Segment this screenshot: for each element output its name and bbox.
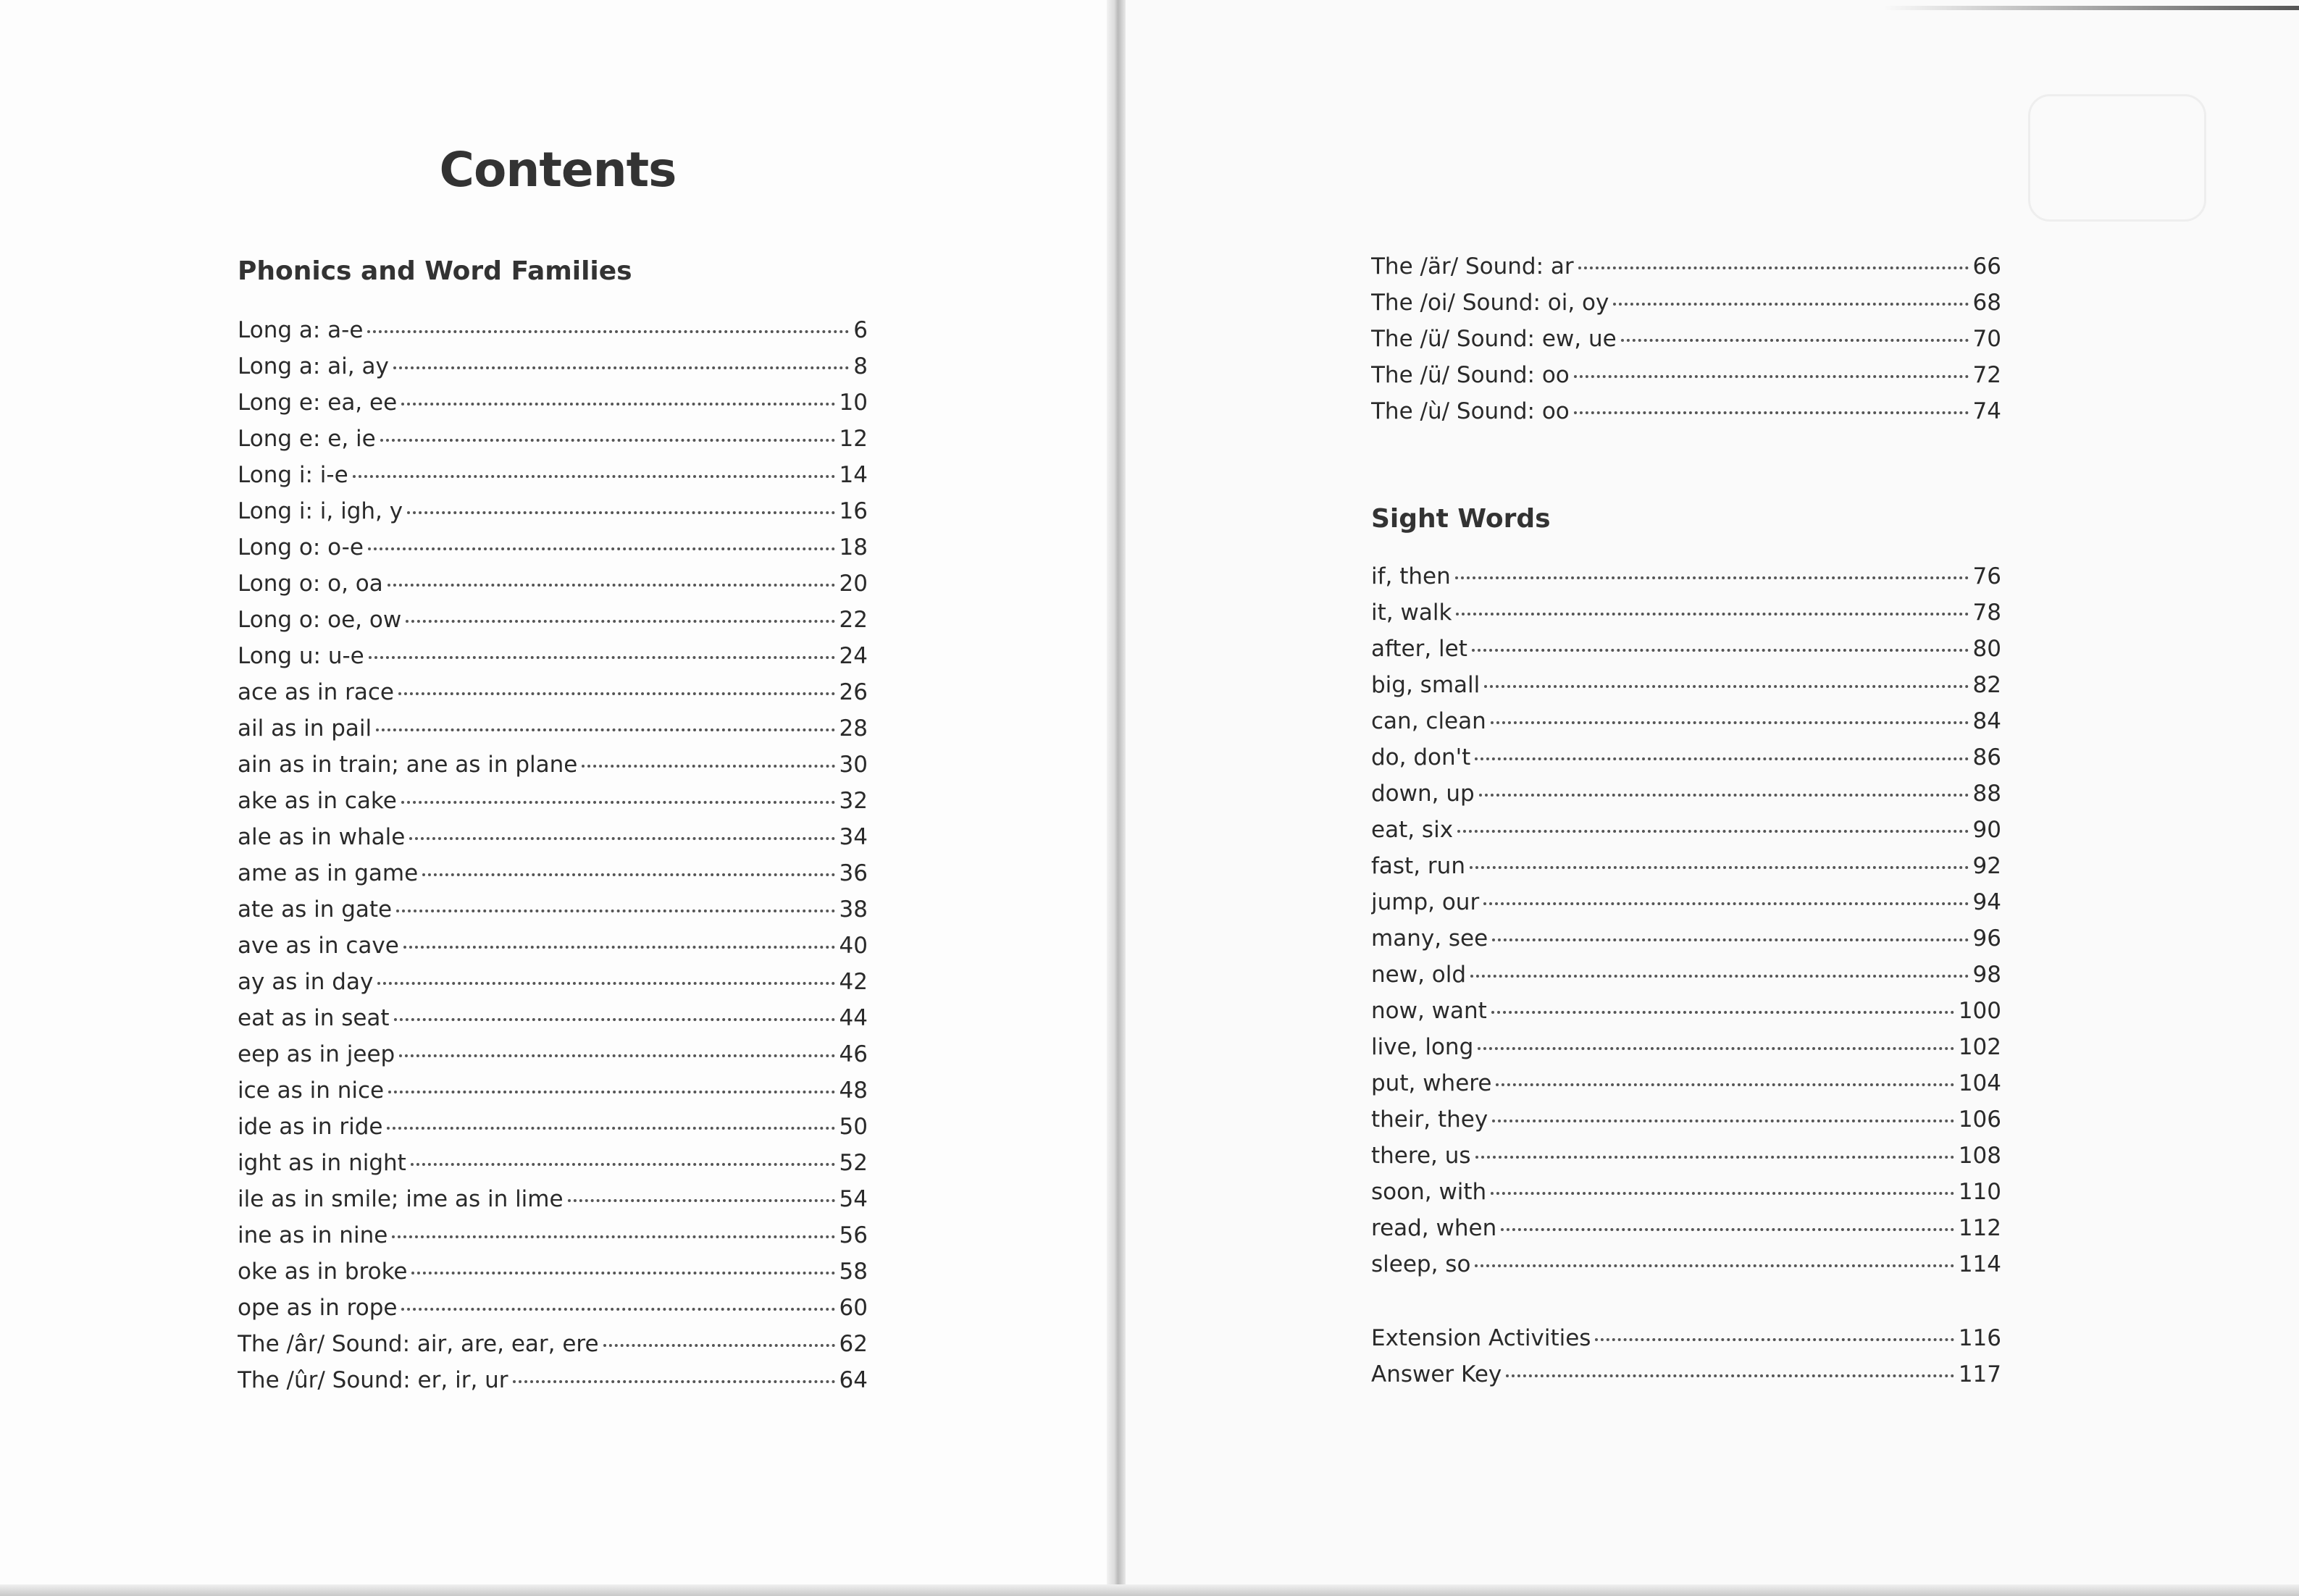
toc-entry-label: ine as in nine (238, 1222, 388, 1248)
toc-entry-page-number: 34 (839, 824, 868, 850)
toc-entry-page-number: 117 (1958, 1361, 2001, 1387)
dot-leader (1595, 1338, 1953, 1341)
toc-entry-page-number: 62 (839, 1331, 868, 1357)
dot-leader (1478, 1047, 1954, 1050)
toc-entry-label: ave as in cave (238, 933, 399, 959)
toc-entry (238, 933, 868, 969)
toc-entry-page-number: 88 (1972, 781, 2001, 807)
toc-entry-page-number: 6 (853, 317, 868, 343)
toc-entry-label: Long i: i, igh, y (238, 498, 403, 524)
toc-entry (1371, 781, 2001, 817)
toc-list-sight-words (1371, 563, 2001, 1288)
toc-entry-page-number: 84 (1972, 708, 2001, 734)
toc-entry (238, 969, 868, 1005)
toc-entry (238, 1259, 868, 1295)
toc-entry-label: Answer Key (1371, 1361, 1502, 1387)
toc-entry-label: do, don't (1371, 744, 1471, 770)
toc-entry (1371, 744, 2001, 781)
dot-leader (368, 547, 835, 550)
dot-leader (401, 801, 835, 804)
toc-entry-label: ate as in gate (238, 896, 393, 923)
toc-entry-label: now, want (1371, 998, 1487, 1024)
toc-entry (238, 1331, 868, 1367)
toc-entry-label: Long e: e, ie (238, 426, 376, 452)
dot-leader (1484, 685, 1968, 688)
toc-entry-page-number: 116 (1958, 1325, 2001, 1351)
dot-leader (603, 1344, 835, 1347)
toc-entry (238, 1367, 868, 1403)
dot-leader (399, 1054, 834, 1057)
toc-entry-label: ay as in day (238, 969, 374, 995)
dot-leader (394, 1018, 835, 1021)
dot-leader (407, 511, 834, 514)
toc-entry-page-number: 96 (1972, 925, 2001, 952)
dot-leader (422, 873, 834, 876)
dot-leader (1470, 866, 1969, 869)
toc-entry (238, 788, 868, 824)
toc-entry-label: it, walk (1371, 600, 1452, 626)
dot-leader (1479, 794, 1969, 797)
dot-leader (1475, 1264, 1953, 1267)
toc-entry-page-number: 38 (839, 896, 868, 923)
toc-entry-label: Extension Activities (1371, 1325, 1591, 1351)
toc-entry-page-number: 36 (839, 860, 868, 886)
dot-leader (1574, 375, 1969, 378)
toc-entry-label: ake as in cake (238, 788, 397, 814)
toc-entry-label: The /âr/ Sound: air, are, ear, ere (238, 1331, 599, 1357)
toc-entry (238, 1005, 868, 1041)
toc-entry-page-number: 98 (1972, 962, 2001, 988)
toc-entry (1371, 1070, 2001, 1106)
dot-leader (1455, 576, 1969, 579)
dot-leader (1472, 649, 1969, 652)
dot-leader (1483, 902, 1968, 905)
toc-entry-label: can, clean (1371, 708, 1486, 734)
toc-entry-page-number: 18 (839, 534, 868, 560)
toc-entry-page-number: 104 (1958, 1070, 2001, 1096)
toc-entry-page-number: 114 (1958, 1251, 2001, 1277)
toc-entry (238, 353, 868, 390)
dot-leader (582, 765, 834, 768)
toc-entry-label: Long a: ai, ay (238, 353, 389, 379)
toc-entry-page-number: 58 (839, 1259, 868, 1285)
dot-leader (403, 946, 835, 949)
toc-entry (1371, 708, 2001, 744)
toc-entry (1371, 962, 2001, 998)
toc-entry-page-number: 60 (839, 1295, 868, 1321)
toc-list-phonics (238, 317, 868, 1403)
toc-entry (1371, 253, 2001, 290)
dot-leader (1491, 721, 1969, 724)
toc-entry-label: ail as in pail (238, 715, 372, 742)
toc-entry (238, 679, 868, 715)
toc-entry (1371, 998, 2001, 1034)
toc-entry-page-number: 40 (839, 933, 868, 959)
toc-entry-label: new, old (1371, 962, 1467, 988)
toc-entry-label: ame as in game (238, 860, 419, 886)
toc-entry-page-number: 80 (1972, 636, 2001, 662)
toc-entry (1371, 600, 2001, 636)
toc-entry-page-number: 50 (839, 1114, 868, 1140)
toc-entry-page-number: 22 (839, 607, 868, 633)
toc-entry (238, 752, 868, 788)
dot-leader (369, 656, 835, 659)
toc-entry-page-number: 110 (1958, 1179, 2001, 1205)
dot-leader (411, 1272, 834, 1274)
toc-entry (238, 1222, 868, 1259)
dot-leader (1578, 266, 1969, 269)
toc-entry-label: oke as in broke (238, 1259, 408, 1285)
toc-entry-label: The /oi/ Sound: oi, oy (1371, 290, 1609, 316)
toc-entry-label: jump, our (1371, 889, 1480, 915)
toc-entry (1371, 290, 2001, 326)
page-bottom-edge (0, 1584, 2299, 1596)
dot-leader (401, 403, 834, 406)
toc-entry-page-number: 112 (1958, 1215, 2001, 1241)
toc-entry-label: ale as in whale (238, 824, 406, 850)
toc-entry (1371, 1325, 2001, 1361)
toc-entry-page-number: 86 (1972, 744, 2001, 770)
page-title: Contents (439, 142, 677, 198)
dot-leader (388, 1091, 834, 1093)
toc-entry-label: The /ù/ Sound: oo (1371, 398, 1570, 424)
toc-entry-label: The /är/ Sound: ar (1371, 253, 1574, 280)
toc-entry (238, 1150, 868, 1186)
toc-entry-label: big, small (1371, 672, 1481, 698)
toc-list-phonics-continued (1371, 253, 2001, 434)
dot-leader (388, 584, 835, 587)
toc-entry-page-number: 76 (1972, 563, 2001, 589)
dot-leader (1470, 975, 1969, 978)
toc-entry-label: soon, with (1371, 1179, 1487, 1205)
toc-entry-label: eat, six (1371, 817, 1454, 843)
toc-entry-page-number: 108 (1958, 1143, 2001, 1169)
dot-leader (380, 439, 835, 442)
dot-leader (409, 837, 834, 840)
toc-entry-page-number: 92 (1972, 853, 2001, 879)
dot-leader (411, 1163, 835, 1166)
toc-entry-label: after, let (1371, 636, 1467, 662)
toc-entry (238, 715, 868, 752)
toc-entry (238, 571, 868, 607)
dot-leader (1492, 1120, 1954, 1122)
dot-leader (393, 366, 849, 369)
toc-entry-page-number: 74 (1972, 398, 2001, 424)
toc-entry-page-number: 42 (839, 969, 868, 995)
toc-entry-page-number: 54 (839, 1186, 868, 1212)
toc-entry-label: put, where (1371, 1070, 1492, 1096)
toc-entry-page-number: 100 (1958, 998, 2001, 1024)
toc-entry-label: ight as in night (238, 1150, 406, 1176)
show-through-mark (2028, 94, 2206, 222)
dot-leader (401, 1308, 834, 1311)
toc-entry (1371, 1179, 2001, 1215)
dot-leader (367, 330, 849, 333)
toc-entry-label: Long o: oe, ow (238, 607, 402, 633)
toc-entry-page-number: 52 (839, 1150, 868, 1176)
toc-entry-label: ace as in race (238, 679, 394, 705)
dot-leader (353, 475, 835, 478)
toc-entry-page-number: 106 (1958, 1106, 2001, 1133)
toc-entry-page-number: 70 (1972, 326, 2001, 352)
toc-entry (1371, 925, 2001, 962)
toc-entry (238, 1114, 868, 1150)
toc-entry (238, 426, 868, 462)
toc-entry (1371, 672, 2001, 708)
toc-entry-label: eat as in seat (238, 1005, 390, 1031)
toc-entry-label: down, up (1371, 781, 1475, 807)
dot-leader (1613, 303, 1968, 306)
toc-entry-page-number: 72 (1972, 362, 2001, 388)
dot-leader (1501, 1228, 1954, 1231)
toc-entry-page-number: 102 (1958, 1034, 2001, 1060)
toc-entry (1371, 1251, 2001, 1288)
toc-entry (1371, 1106, 2001, 1143)
toc-entry-page-number: 78 (1972, 600, 2001, 626)
toc-entry-page-number: 82 (1972, 672, 2001, 698)
toc-entry-label: ope as in rope (238, 1295, 398, 1321)
toc-entry-page-number: 64 (839, 1367, 868, 1393)
dot-leader (398, 692, 835, 695)
dot-leader (1475, 757, 1968, 760)
toc-entry-page-number: 14 (839, 462, 868, 488)
toc-entry (238, 607, 868, 643)
toc-entry-page-number: 24 (839, 643, 868, 669)
dot-leader (1457, 830, 1969, 833)
toc-entry-page-number: 66 (1972, 253, 2001, 280)
toc-entry (238, 317, 868, 353)
dot-leader (387, 1127, 834, 1130)
dot-leader (1492, 938, 1968, 941)
toc-entry-page-number: 28 (839, 715, 868, 742)
toc-entry (238, 1295, 868, 1331)
toc-entry-label: Long a: a-e (238, 317, 364, 343)
toc-entry-label: eep as in jeep (238, 1041, 395, 1067)
toc-entry-label: Long o: o-e (238, 534, 364, 560)
dot-leader (1491, 1011, 1954, 1014)
dot-leader (1574, 411, 1969, 414)
toc-entry (238, 498, 868, 534)
toc-entry (1371, 817, 2001, 853)
toc-entry (1371, 889, 2001, 925)
toc-entry (1371, 853, 2001, 889)
toc-entry-page-number: 32 (839, 788, 868, 814)
toc-list-extras (1371, 1325, 2001, 1398)
toc-entry-label: The /ü/ Sound: ew, ue (1371, 326, 1617, 352)
toc-entry-label: ain as in train; ane as in plane (238, 752, 578, 778)
toc-entry (238, 896, 868, 933)
toc-entry-page-number: 20 (839, 571, 868, 597)
toc-entry (238, 390, 868, 426)
toc-entry-label: live, long (1371, 1034, 1474, 1060)
toc-entry-page-number: 16 (839, 498, 868, 524)
toc-entry-label: The /ü/ Sound: oo (1371, 362, 1570, 388)
toc-entry (238, 534, 868, 571)
page-top-edge (1883, 6, 2299, 10)
section-heading-sight-words: Sight Words (1371, 504, 1551, 534)
toc-entry (1371, 636, 2001, 672)
dot-leader (1475, 1156, 1954, 1159)
toc-entry-label: Long i: i-e (238, 462, 348, 488)
dot-leader (568, 1199, 835, 1202)
toc-entry-page-number: 10 (839, 390, 868, 416)
toc-entry-label: Long u: u-e (238, 643, 364, 669)
toc-entry-label: ice as in nice (238, 1078, 385, 1104)
toc-entry-label: The /ûr/ Sound: er, ir, ur (238, 1367, 508, 1393)
dot-leader (396, 910, 834, 912)
toc-entry (238, 462, 868, 498)
toc-entry-page-number: 12 (839, 426, 868, 452)
dot-leader (376, 728, 834, 731)
dot-leader (392, 1235, 834, 1238)
toc-entry (238, 824, 868, 860)
toc-entry (1371, 326, 2001, 362)
toc-entry-label: ile as in smile; ime as in lime (238, 1186, 564, 1212)
toc-entry-page-number: 44 (839, 1005, 868, 1031)
toc-entry (238, 860, 868, 896)
toc-entry-label: many, see (1371, 925, 1488, 952)
dot-leader (1496, 1083, 1953, 1086)
dot-leader (1506, 1374, 1954, 1377)
toc-entry-page-number: 30 (839, 752, 868, 778)
dot-leader (1491, 1192, 1954, 1195)
toc-entry (1371, 362, 2001, 398)
book-gutter (1107, 0, 1126, 1596)
toc-entry (1371, 563, 2001, 600)
toc-entry-page-number: 26 (839, 679, 868, 705)
toc-entry (238, 1078, 868, 1114)
toc-entry-label: Long o: o, oa (238, 571, 383, 597)
toc-entry (1371, 1215, 2001, 1251)
toc-entry-page-number: 46 (839, 1041, 868, 1067)
toc-entry-page-number: 56 (839, 1222, 868, 1248)
toc-entry-page-number: 8 (853, 353, 868, 379)
toc-entry-page-number: 68 (1972, 290, 2001, 316)
dot-leader (406, 620, 834, 623)
dot-leader (513, 1380, 835, 1383)
toc-entry-label: there, us (1371, 1143, 1471, 1169)
toc-entry-label: fast, run (1371, 853, 1465, 879)
toc-entry-label: sleep, so (1371, 1251, 1471, 1277)
toc-entry-label: their, they (1371, 1106, 1488, 1133)
toc-entry (238, 1186, 868, 1222)
toc-entry-label: if, then (1371, 563, 1451, 589)
toc-entry (238, 643, 868, 679)
toc-entry-label: read, when (1371, 1215, 1497, 1241)
dot-leader (377, 982, 834, 985)
toc-entry-page-number: 48 (839, 1078, 868, 1104)
toc-entry-label: Long e: ea, ee (238, 390, 398, 416)
toc-entry-page-number: 94 (1972, 889, 2001, 915)
toc-entry (1371, 1143, 2001, 1179)
toc-entry-page-number: 90 (1972, 817, 2001, 843)
dot-leader (1621, 339, 1969, 342)
dot-leader (1456, 613, 1968, 616)
toc-entry (1371, 398, 2001, 434)
toc-entry (1371, 1034, 2001, 1070)
toc-entry (238, 1041, 868, 1078)
toc-entry-label: ide as in ride (238, 1114, 383, 1140)
section-heading-phonics: Phonics and Word Families (238, 256, 632, 286)
toc-entry (1371, 1361, 2001, 1398)
